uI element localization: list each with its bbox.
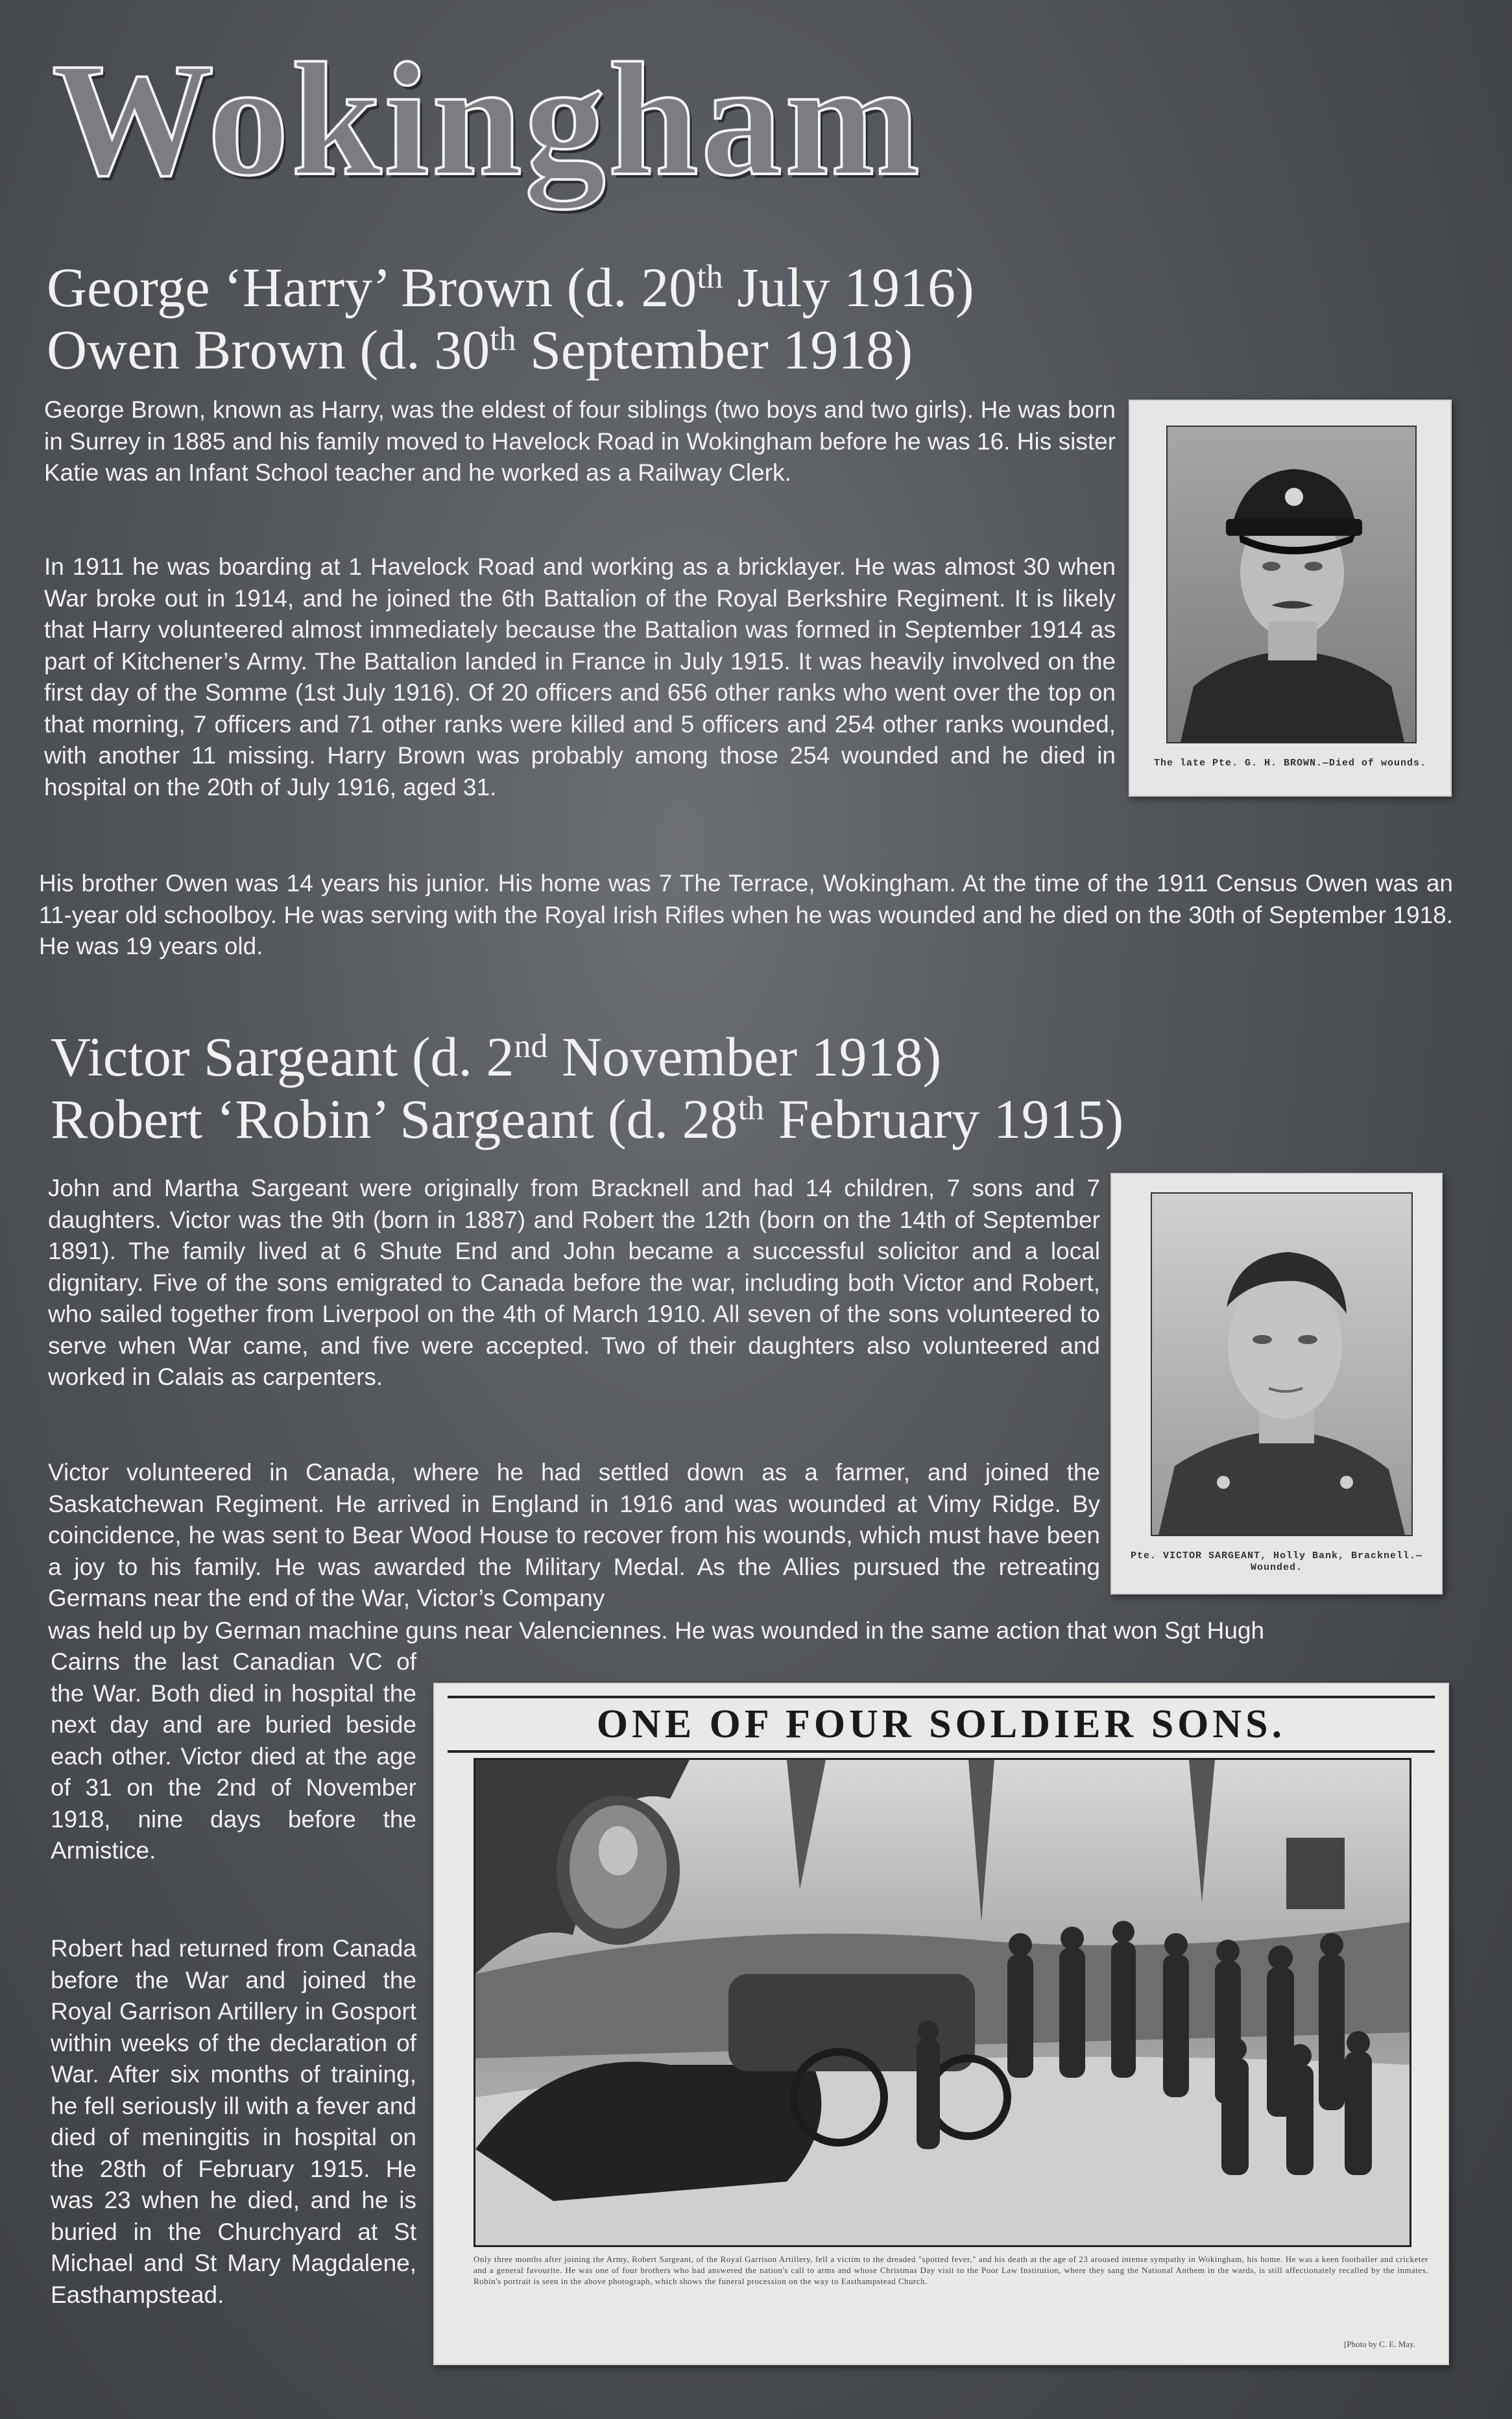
heading-text: Robert ‘Robin’ Sargeant (d. 28 [51, 1088, 738, 1150]
heading-superscript: th [697, 258, 723, 296]
section1-heading-line2 [47, 318, 913, 381]
section2-paragraph-3: Robert had returned from Canada before the War and joined the Royal Garrison Artillery in Gosport within weeks of the declaration of War. After six months of training, he fell seriously ill with a fever and died of meningitis in hospital on the 28th of February 1915. He was 23 when he died, and he is buried in the Churchyard at St Michael and St Mary Magdalene, Easthampstead. [51, 1935, 416, 2308]
section1-paragraph-1: George Brown, known as Harry, was the eldest of four siblings (two boys and two girls). He was born in Surrey in 1885 and his family moved to Havelock Road in Wokingham before he was 16. His sister Katie was an Infant School teacher and he worked as a Railway Clerk. [44, 396, 1116, 486]
section2-paragraph-2a: Victor volunteered in Canada, where he had settled down as a farmer, and joined the Saskatchewan Regiment. He arrived in England in 1916 and was wounded at Vimy Ridge. By coincidence, he was sent to Bear Wood House to recover from his wounds, which must have been a joy to his family. He was awarded the Military Medal. As the Allies pursued the retreating Germans near the end of the War, Victor’s Company [48, 1459, 1100, 1611]
harry-brown-portrait [1166, 426, 1417, 743]
heading-text: February 1915) [764, 1088, 1124, 1150]
victor-sargeant-portrait [1151, 1192, 1413, 1536]
heading-superscript: th [738, 1090, 765, 1127]
heading-superscript: nd [514, 1028, 548, 1065]
section2-heading-line2 [51, 1087, 1123, 1151]
victor-sargeant-photo-card [1110, 1173, 1443, 1595]
section2-paragraph-2b: was held up by German machine guns near Valenciennes. He was wounded in the same action that won Sgt Hugh [48, 1617, 1265, 1644]
clipping-caption: Only three months after joining the Army, Robert Sargeant, of the Royal Garrison Artillery, fell a victim to the dreaded "spotted fever," and his death at the age of 23 aroused intense sympathy in Wokingham, his home. He was a keen footballer and cricketer and a general favourite. He was one of four brothers who had answered the nation's call to arms and whose Christmas Day visit to the Poor Law Institution, where they sang the National Anthem in the wards, is still affectionately recalled by the inmates. Robin's portrait is seen in the above photograph, which shows the funeral procession on the way to Easthampstead Church. [474, 2254, 1428, 2286]
newspaper-clipping [433, 1683, 1449, 2365]
clipping-photo-credit: [Photo by C. E. May. [1343, 2339, 1415, 2349]
section2-paragraph-2c: Cairns the last Canadian VC of the War. Both died in hospital the next day and are buried beside each other. Victor died at the age of 31 on the 2nd of November 1918, nine days before the Armistice. [51, 1648, 416, 1864]
harry-brown-photo-card [1129, 400, 1452, 797]
section2-heading-line1 [51, 1025, 941, 1089]
funeral-procession-photo [474, 1758, 1411, 2247]
section1-paragraph-3: His brother Owen was 14 years his junior. His home was 7 The Terrace, Wokingham. At the time of the 1911 Census Owen was an 11-year old schoolboy. He was serving with the Royal Irish Rifles when he was wounded and he died on the 30th of September 1918. He was 19 years old. [39, 870, 1453, 959]
heading-text: July 1916) [723, 256, 974, 319]
harry-brown-photo-caption: The late Pte. G. H. BROWN.—Died of wounds. [1153, 758, 1427, 769]
heading-text: September 1918) [516, 319, 913, 381]
board-title: Wokingham [52, 30, 923, 210]
heading-text: George ‘Harry’ Brown (d. 20 [47, 256, 697, 319]
heading-text: Owen Brown (d. 30 [47, 319, 490, 381]
victor-sargeant-photo-caption: Pte. VICTOR SARGEANT, Holly Bank, Bracknell.—Wounded. [1130, 1550, 1423, 1573]
heading-superscript: th [490, 320, 516, 358]
heading-text: November 1918) [547, 1026, 942, 1088]
heading-text: Victor Sargeant (d. 2 [51, 1026, 514, 1088]
section1-paragraph-2: In 1911 he was boarding at 1 Havelock Road and working as a bricklayer. He was almost 30 when War broke out in 1914, and he joined the 6th Battalion of the Royal Berkshire Regiment. It is likely that Harry volunteered almost immediately because the Battalion was formed in September 1914 as part of Kitchener’s Army. The Battalion landed in France in July 1915. It was heavily involved on the first day of the Somme (1st July 1916). Of 20 officers and 656 other ranks who went over the top on that morning, 7 officers and 71 other ranks were killed and 5 officers and 254 other ranks wounded, with another 11 missing. Harry Brown was probably among those 254 wounded and he died in hospital on the 20th of July 1916, aged 31. [44, 553, 1116, 800]
section1-heading-line1 [47, 256, 974, 319]
clipping-title: ONE OF FOUR SOLDIER SONS. [448, 1696, 1435, 1753]
section2-paragraph-1: John and Martha Sargeant were originally from Bracknell and had 14 children, 7 sons and 7 daughters. Victor was the 9th (born in 1887) and Robert the 12th (born on the 14th of September 1891). The family lived at 6 Shute End and John became a successful solicitor and a local dignitary. Five of the sons emigrated to Canada before the war, including both Victor and Robert, who sailed together from Liverpool on the 4th of March 1910. All seven of the sons volunteered to serve when War came, and five were accepted. Two of their daughters also volunteered and worked in Calais as carpenters. [48, 1175, 1100, 1390]
